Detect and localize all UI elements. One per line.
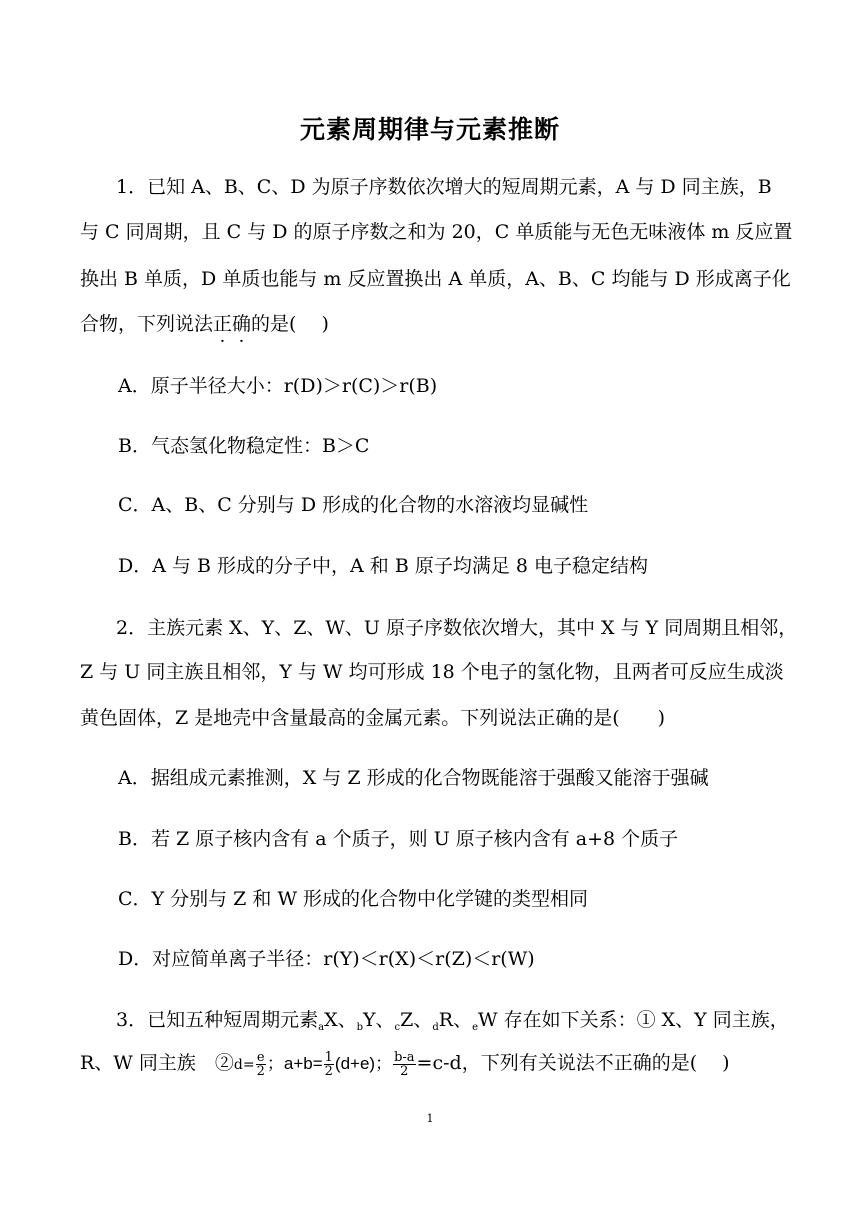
element-z: Z、 xyxy=(400,1009,433,1031)
q2-option-c: C．Y 分别与 Z 和 W 形成的化合物中化学键的类型相同 xyxy=(118,888,589,910)
equation-a-plus-b: ；a+b= xyxy=(266,1054,323,1073)
q1-line-4-post: 的是( ) xyxy=(251,313,329,335)
q1-option-c: C．A、B、C 分别与 D 形成的化合物的水溶液均显碱性 xyxy=(118,494,589,516)
element-w: W xyxy=(478,1009,498,1031)
q1-line-2: 与 C 同周期，且 C 与 D 的原子序数之和为 20，C 单质能与无色无味液体 m 反应置 xyxy=(80,221,793,243)
q1-option-d: D．A 与 B 形成的分子中，A 和 B 原子均满足 8 电子稳定结构 xyxy=(118,555,649,577)
subscript-e: e xyxy=(472,1022,478,1033)
q3-line-1-pre: 3．已知五种短周期元素 xyxy=(116,1009,319,1031)
q3-line-1 xyxy=(116,1007,826,1041)
q1-emphasis-char: 正 xyxy=(213,313,233,335)
element-r: R、 xyxy=(438,1009,473,1031)
q2-line-2: Z 与 U 同主族且相邻，Y 与 W 均可形成 18 个电子的氢化物，且两者可反应生成淡 xyxy=(80,661,784,683)
q2-option-d: D．对应简单离子半径：r(Y)＜r(X)＜r(Z)＜r(W) xyxy=(118,948,535,970)
fraction-one-half xyxy=(324,1051,334,1078)
subscript-d: d xyxy=(432,1022,439,1033)
subscript-c: c xyxy=(394,1022,401,1033)
fraction-numerator: b-a xyxy=(394,1049,415,1065)
q2-option-a: A．据组成元素推测，X 与 Z 形成的化合物既能溶于强酸又能溶于强碱 xyxy=(118,767,709,789)
subscript-a: a xyxy=(318,1022,325,1033)
page-number: 1 xyxy=(426,1112,434,1125)
q2-option-b: B．若 Z 原子核内含有 a 个质子，则 U 原子核内含有 a+8 个质子 xyxy=(118,828,679,850)
q1-line-4 xyxy=(80,311,790,337)
q3-line-2-post: =c-d，下列有关说法不正确的是( ) xyxy=(416,1052,730,1074)
element-x: X、 xyxy=(324,1009,357,1031)
fraction-denominator: 2 xyxy=(324,1063,333,1079)
q1-line-4-pre: 合物，下列说法 xyxy=(80,313,214,335)
q1-line-1: 1．已知 A、B、C、D 为原子序数依次增大的短周期元素，A 与 D 同主族，B xyxy=(116,176,772,198)
page-title: 元素周期律与元素推断 xyxy=(299,115,560,144)
subscript-b: b xyxy=(356,1022,363,1033)
q1-emphasis-char: 确 xyxy=(232,313,252,335)
equation-d-plus-e: (d+e)； xyxy=(334,1054,393,1073)
fraction-numerator: e xyxy=(256,1049,265,1065)
fraction-b-minus-a xyxy=(393,1051,415,1078)
q3-line-2-pre: R、W 同主族 ② xyxy=(80,1052,234,1074)
element-y: Y、 xyxy=(363,1009,395,1031)
q1-option-a: A．原子半径大小：r(D)＞r(C)＞r(B) xyxy=(118,375,438,397)
fraction-denominator: 2 xyxy=(400,1063,409,1079)
q2-line-1: 2．主族元素 X、Y、Z、W、U 原子序数依次增大，其中 X 与 Y 同周期且相邻， xyxy=(116,617,798,639)
q2-line-3: 黄色固体，Z 是地壳中含量最高的金属元素。下列说法正确的是( ) xyxy=(80,707,666,729)
q3-line-2 xyxy=(80,1050,790,1078)
q1-line-3: 换出 B 单质，D 单质也能与 m 反应置换出 A 单质，A、B、C 均能与 D 形成离子化 xyxy=(80,268,791,290)
q1-option-b: B．气态氢化物稳定性：B＞C xyxy=(118,435,370,457)
fraction-numerator: 1 xyxy=(324,1049,333,1065)
q3-line-1-post: 存在如下关系：① X、Y 同主族， xyxy=(497,1009,789,1031)
fraction-denominator: 2 xyxy=(256,1063,265,1079)
fraction-e-over-2 xyxy=(256,1051,266,1078)
d-equals: d= xyxy=(233,1057,255,1073)
